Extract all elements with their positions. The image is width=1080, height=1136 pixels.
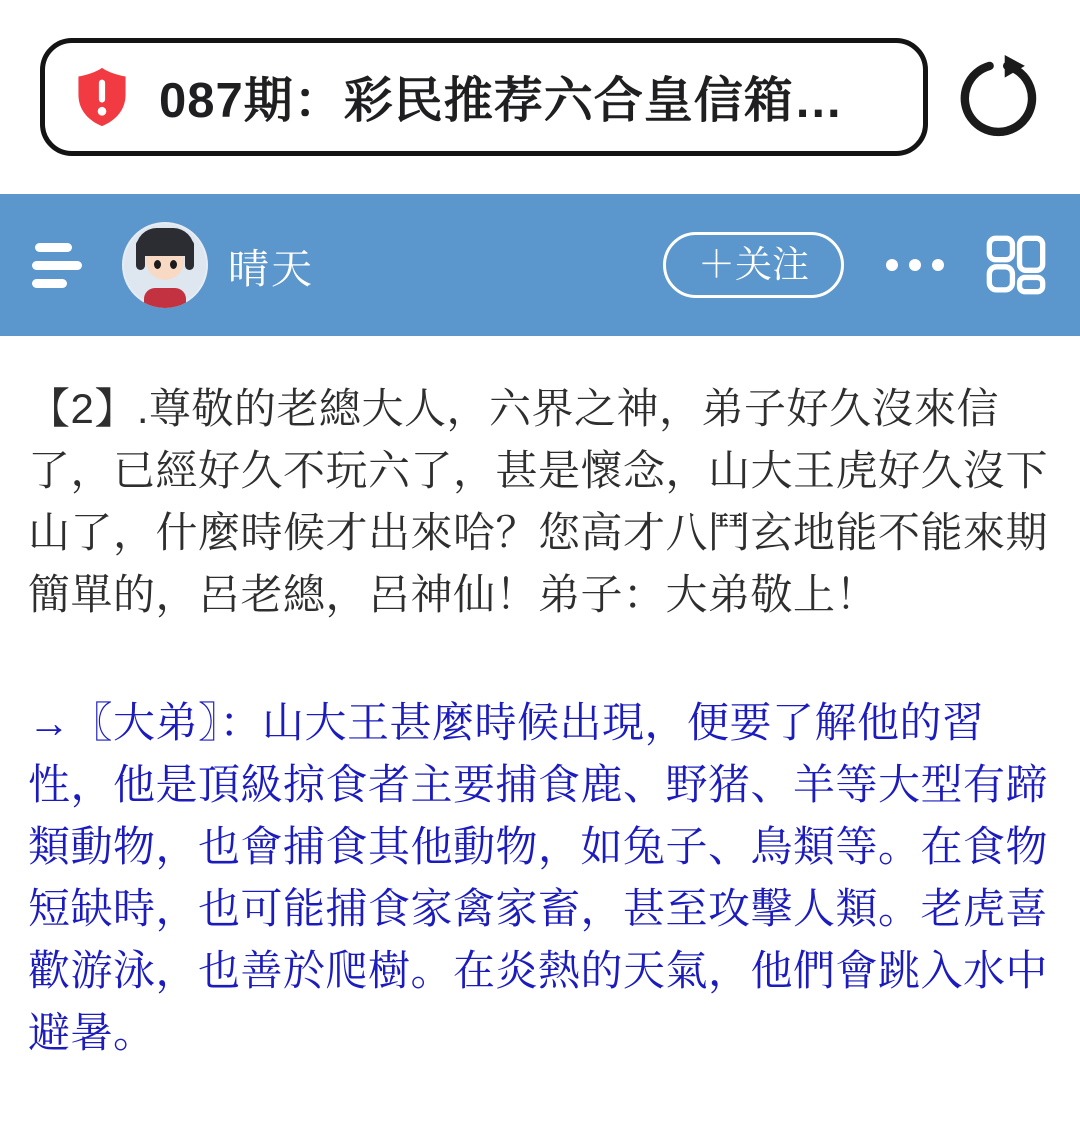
user-name: 晴天 <box>228 245 314 292</box>
follow-button[interactable]: ＋关注 <box>663 232 844 298</box>
user-header-bar <box>0 194 1080 336</box>
ellipsis-icon[interactable] <box>886 245 944 285</box>
letter-paragraph: 【2】.尊敬的老總大人，六界之神，弟子好久沒來信了，已經好久不玩六了，甚是懷念，山大王虎好久沒下山了，什麼時候才出來哈？您高才八鬥玄地能不能來期簡單的，呂老總，呂神仙！弟子：大弟敬上！ <box>28 385 1049 618</box>
shield-exclamation-icon[interactable] <box>71 63 133 131</box>
browser-topbar <box>0 0 1080 156</box>
hamburger-menu-icon[interactable] <box>32 243 84 288</box>
page-title: 087期：彩民推荐六合皇信箱… <box>159 74 844 128</box>
address-bar[interactable] <box>40 38 928 156</box>
refresh-button[interactable] <box>952 47 1044 147</box>
post-content <box>0 336 1080 1064</box>
girl-avatar[interactable] <box>122 222 208 308</box>
reply-paragraph: →〖大弟〗：山大王甚麼時候出現，便要了解他的習性，他是頂級掠食者主要捕食鹿、野猪、羊等大型有蹄類動物，也會捕食其他動物，如兔子、鳥類等。在食物短缺時，也可能捕食家禽家畜，甚至攻擊人類。老虎喜歡游泳，也善於爬樹。在炎熱的天氣，他們會跳入水中避暑。 <box>28 699 1049 1056</box>
refresh-icon <box>956 55 1040 139</box>
grid-apps-icon[interactable] <box>984 233 1048 297</box>
